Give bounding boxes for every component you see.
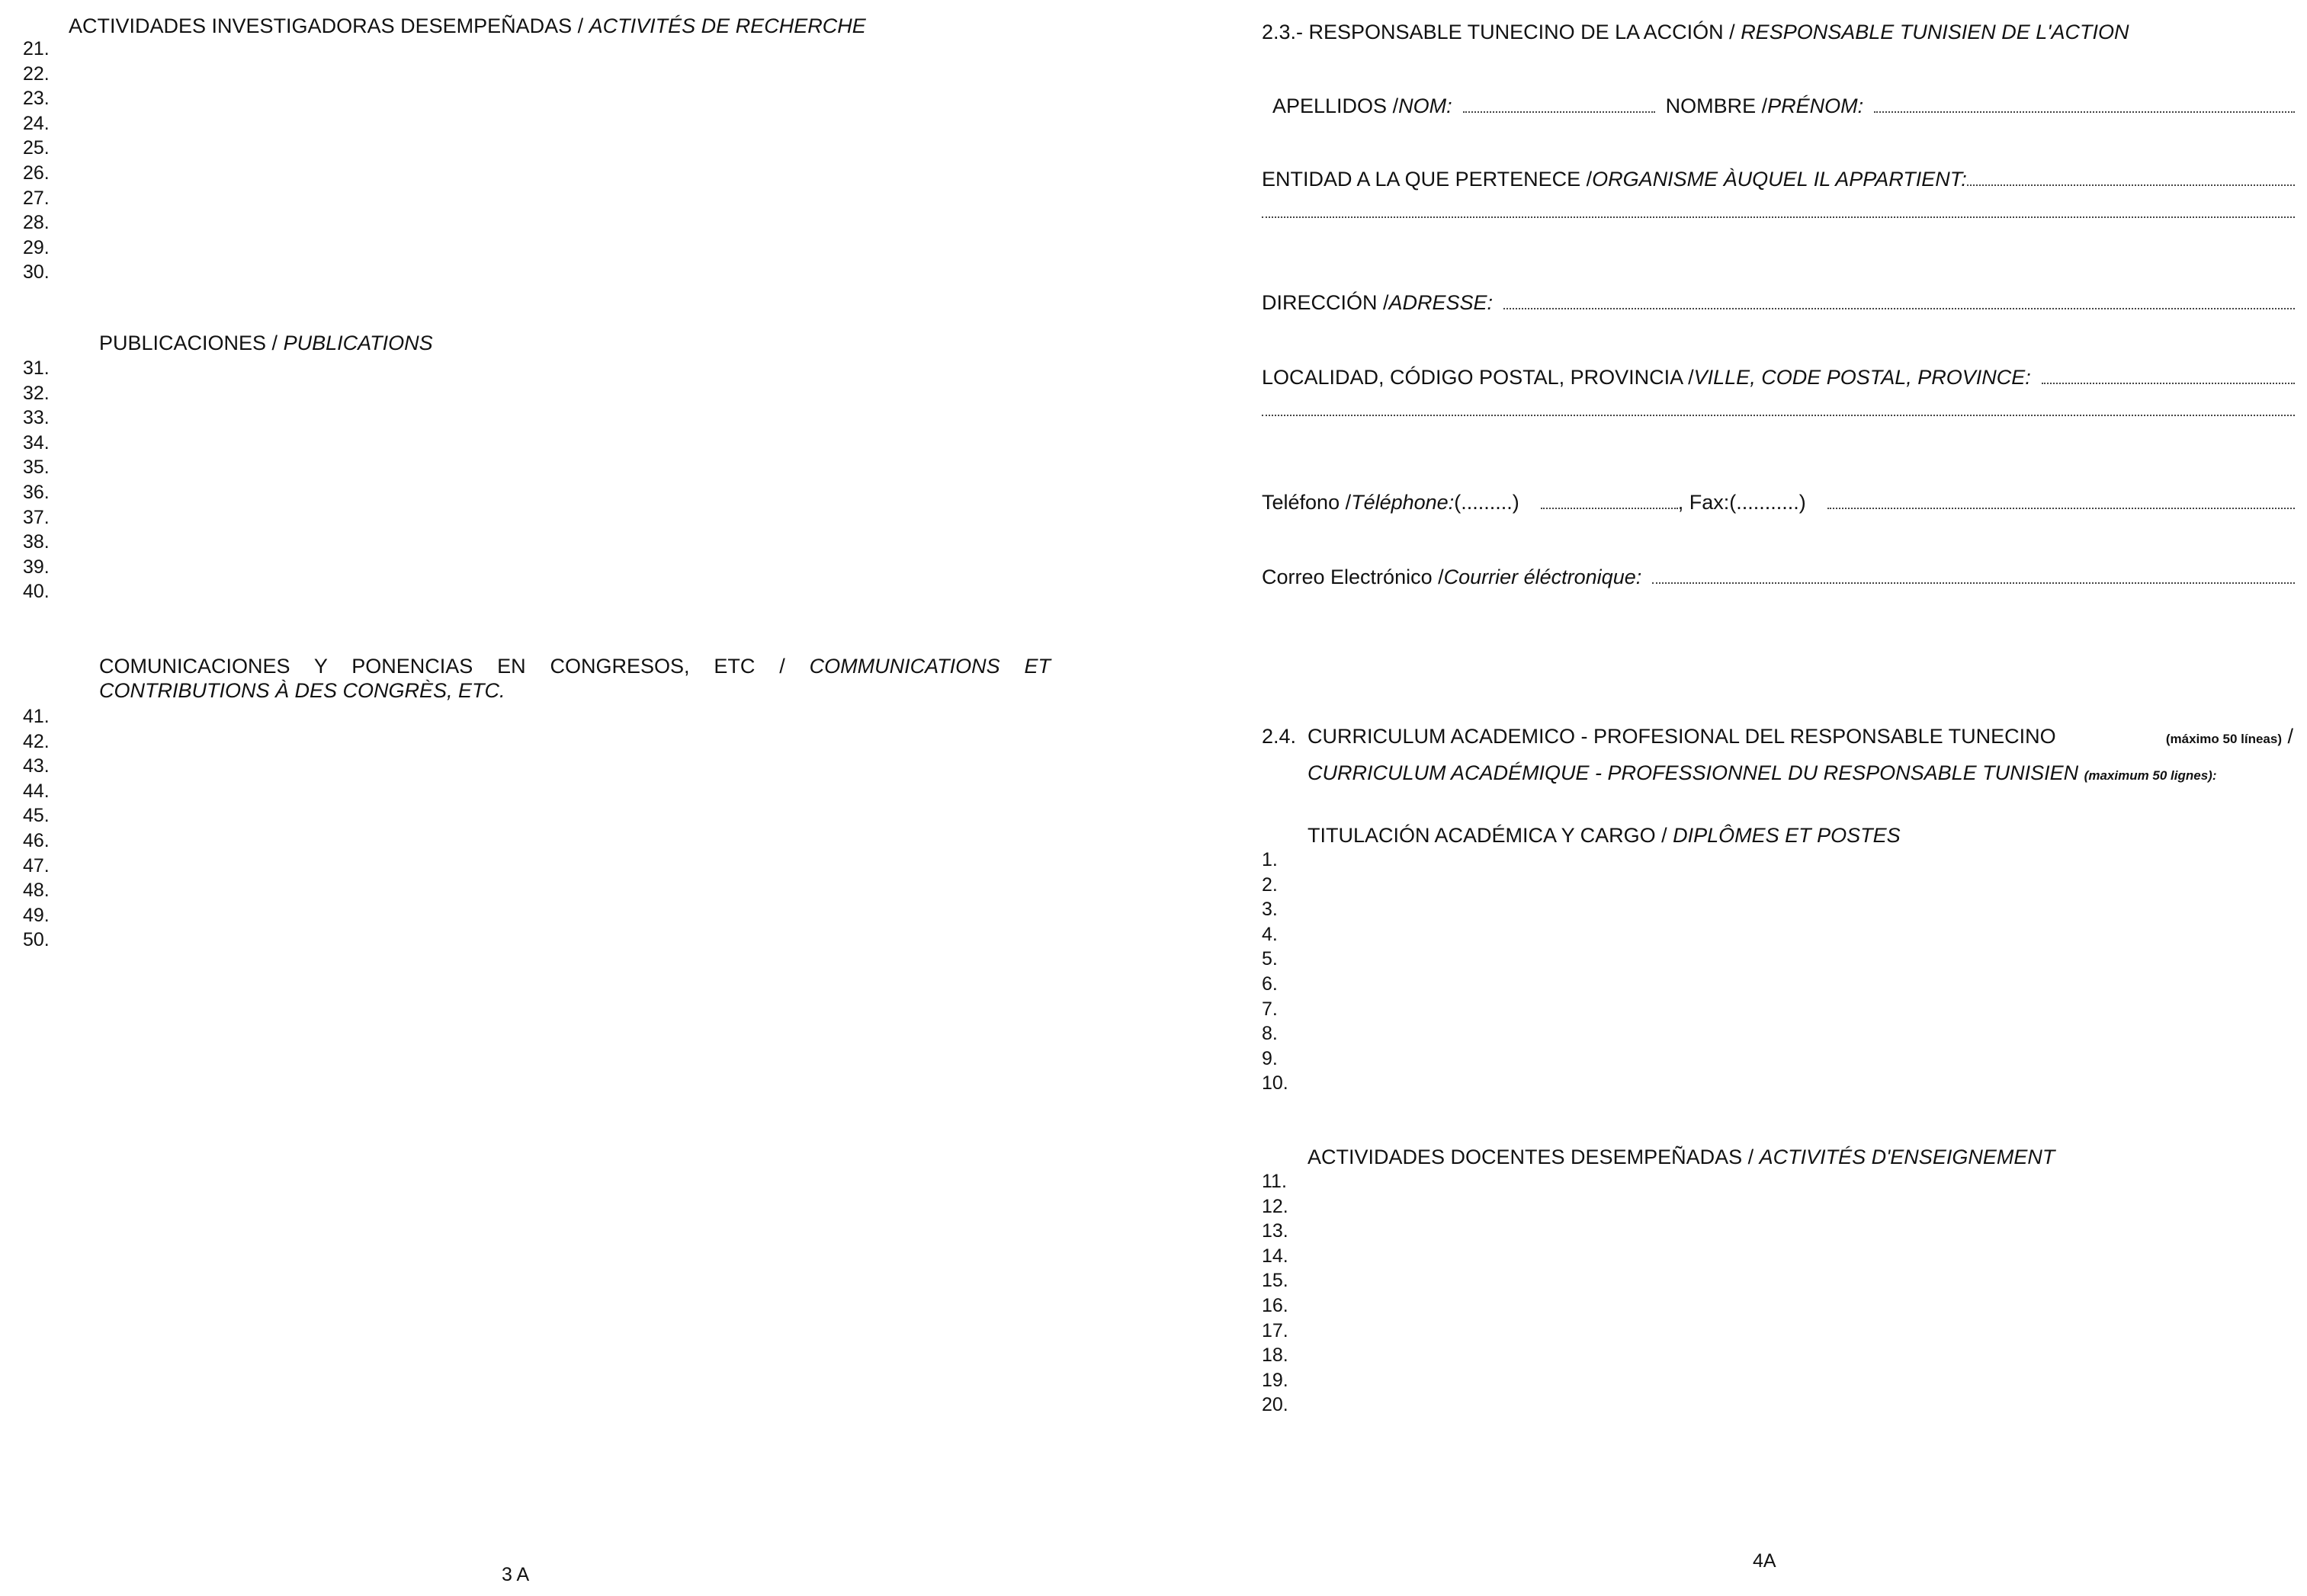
- line-number: 4.: [1262, 923, 1278, 945]
- line-number: 44.: [23, 780, 50, 802]
- line-number: 35.: [23, 457, 50, 479]
- page-number-left: 3 A: [502, 1564, 530, 1585]
- research-heading: ACTIVIDADES INVESTIGADORAS DESEMPEÑADAS / ACTIVITÉS DE RECHERCHE: [69, 14, 866, 37]
- line-number: 20.: [1262, 1394, 1288, 1416]
- fax-dotted-line[interactable]: [1827, 508, 2295, 509]
- line-number: 12.: [1262, 1195, 1288, 1217]
- section-2-4-heading-line2: CURRICULUM ACADÉMIQUE - PROFESSIONNEL DU RESPONSABLE TUNISIEN (maximum 50 lignes):: [1308, 761, 2217, 784]
- line-number: 6.: [1262, 973, 1278, 995]
- section-2-4-heading-line1: CURRICULUM ACADEMICO - PROFESIONAL DEL RESPONSABLE TUNECINO (máximo 50 líneas) /: [1308, 725, 2293, 748]
- line-number: 49.: [23, 904, 50, 926]
- titulacion-heading: TITULACIÓN ACADÉMICA Y CARGO / DIPLÔMES ET POSTES: [1308, 824, 1901, 847]
- line-number: 26.: [23, 162, 50, 184]
- communications-heading-line2: CONTRIBUTIONS À DES CONGRÈS, ETC.: [99, 679, 505, 702]
- line-number: 47.: [23, 854, 50, 877]
- localidad-continuation-field[interactable]: [1262, 415, 2295, 421]
- apellidos-nombre-field[interactable]: APELLIDOS / NOM: NOMBRE / PRÉNOM:: [1262, 93, 2295, 119]
- line-number: 34.: [23, 431, 50, 453]
- line-number: 28.: [23, 212, 50, 234]
- research-number-list: [23, 37, 50, 285]
- docentes-heading: ACTIVIDADES DOCENTES DESEMPEÑADAS / ACTIVITÉS D'ENSEIGNEMENT: [1308, 1146, 2055, 1168]
- line-number: 24.: [23, 112, 50, 134]
- entidad-dotted-line-2[interactable]: [1262, 216, 2295, 218]
- line-number: 25.: [23, 137, 50, 159]
- line-number: 43.: [23, 755, 50, 777]
- right-page: [1154, 0, 2307, 1596]
- line-number: 13.: [1262, 1220, 1288, 1242]
- line-number: 31.: [23, 357, 50, 379]
- line-number: 9.: [1262, 1047, 1278, 1069]
- line-number: 39.: [23, 556, 50, 578]
- page-number-right: 4A: [1753, 1550, 1776, 1572]
- telefono-fax-field[interactable]: Teléfono / Téléphone: (.........) , Fax: (...........): [1262, 489, 2295, 515]
- line-number: 22.: [23, 62, 50, 85]
- correo-dotted-line[interactable]: [1652, 582, 2295, 584]
- publications-heading: PUBLICACIONES / PUBLICATIONS: [99, 332, 433, 354]
- line-number: 41.: [23, 706, 50, 727]
- localidad-dotted-line[interactable]: [2042, 383, 2295, 384]
- line-number: 21.: [23, 38, 50, 59]
- line-number: 19.: [1262, 1369, 1288, 1391]
- line-number: 15.: [1262, 1270, 1288, 1292]
- communications-heading-line1: COMUNICACIONES Y PONENCIAS EN CONGRESOS, ETC / COMMUNICATIONS ET: [99, 655, 1051, 678]
- line-number: 16.: [1262, 1294, 1288, 1316]
- line-number: 17.: [1262, 1319, 1288, 1341]
- line-number: 3.: [1262, 899, 1278, 921]
- docentes-number-list: [1262, 1169, 1288, 1418]
- telefono-dotted-line[interactable]: [1541, 508, 1678, 509]
- line-number: 27.: [23, 187, 50, 209]
- line-number: 48.: [23, 880, 50, 902]
- line-number: 2.: [1262, 873, 1278, 896]
- line-number: 38.: [23, 531, 50, 553]
- entidad-continuation-field[interactable]: [1262, 216, 2295, 223]
- line-number: 46.: [23, 829, 50, 851]
- entidad-field[interactable]: ENTIDAD A LA QUE PERTENECE / ORGANISME ÀUQUEL IL APPARTIENT:: [1262, 166, 2295, 192]
- localidad-dotted-line-2[interactable]: [1262, 415, 2295, 416]
- line-number: 37.: [23, 506, 50, 528]
- line-number: 8.: [1262, 1023, 1278, 1045]
- line-number: 10.: [1262, 1072, 1288, 1094]
- line-number: 36.: [23, 481, 50, 503]
- line-number: 7.: [1262, 998, 1278, 1020]
- line-number: 32.: [23, 382, 50, 404]
- line-number: 18.: [1262, 1344, 1288, 1367]
- line-number: 45.: [23, 805, 50, 827]
- nombre-dotted-line[interactable]: [1874, 111, 2295, 113]
- titulacion-number-list: [1262, 848, 1288, 1096]
- line-number: 33.: [23, 407, 50, 429]
- entidad-dotted-line[interactable]: [1967, 184, 2295, 186]
- line-number: 1.: [1262, 849, 1278, 870]
- line-number: 50.: [23, 929, 50, 951]
- direccion-field[interactable]: DIRECCIÓN / ADRESSE:: [1262, 290, 2295, 316]
- section-2-3-heading: 2.3.- RESPONSABLE TUNECINO DE LA ACCIÓN / RESPONSABLE TUNISIEN DE L'ACTION: [1262, 21, 2129, 43]
- line-number: 14.: [1262, 1245, 1288, 1267]
- communications-number-list: [23, 704, 50, 953]
- apellidos-dotted-line[interactable]: [1463, 111, 1655, 113]
- localidad-field[interactable]: LOCALIDAD, CÓDIGO POSTAL, PROVINCIA / VILLE, CODE POSTAL, PROVINCE:: [1262, 364, 2295, 390]
- correo-field[interactable]: Correo Electrónico / Courrier éléctronique:: [1262, 564, 2295, 590]
- line-number: 30.: [23, 261, 50, 284]
- line-number: 29.: [23, 236, 50, 258]
- line-number: 40.: [23, 581, 50, 603]
- line-number: 11.: [1262, 1171, 1287, 1192]
- line-number: 23.: [23, 88, 50, 110]
- line-number: 42.: [23, 730, 50, 752]
- section-2-4-number: 2.4.: [1262, 725, 1297, 748]
- direccion-dotted-line[interactable]: [1503, 308, 2295, 309]
- publications-number-list: [23, 356, 50, 604]
- line-number: 5.: [1262, 948, 1278, 970]
